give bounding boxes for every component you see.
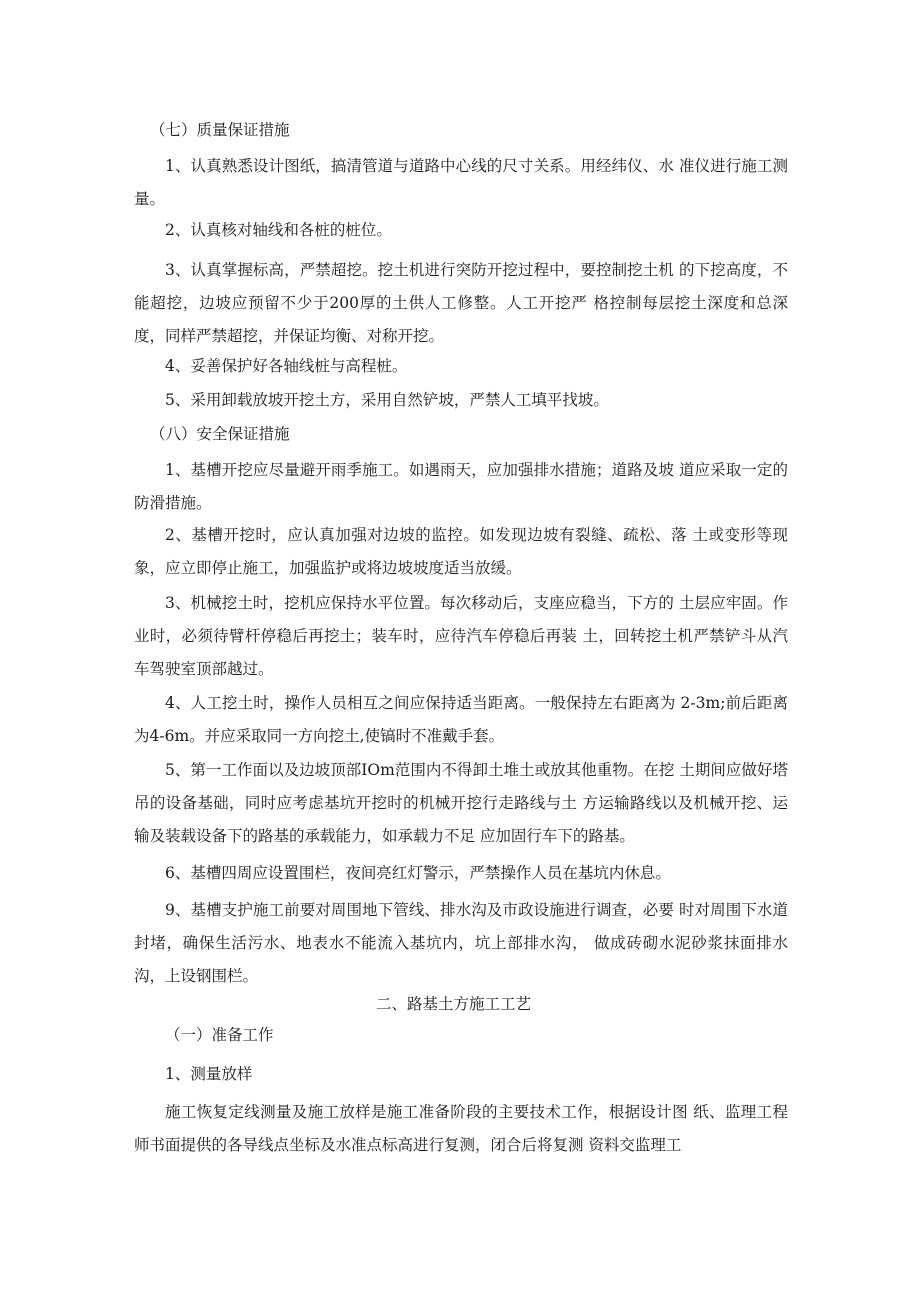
chapter-title: 二、路基土方施工工艺 (376, 995, 532, 1013)
survey-paragraph: 施工恢复定线测量及施工放样是施工准备阶段的主要技术工作，根据设计图 纸、监理工程师书面提供的各导线点坐标及水准点标高进行复测，闭合后将复测 资料交监理工 (134, 1103, 788, 1154)
safety-item-6: 6、基槽四周应设置围栏，夜间亮红灯警示，严禁操作人员在基坑内休息。 (165, 864, 671, 882)
quality-item-3: 3、认真掌握标高，严禁超挖。挖土机进行突防开挖过程中，要控制挖土机 的下挖高度，不能超挖，边坡应预留不少于200厚的土供人工修整。人工开挖严 格控制每层挖土深度和总深度，同样严禁超挖，并保证均衡、对称开挖。 (134, 261, 788, 345)
subsection-heading-preparation: （一）准备工作 (165, 1026, 274, 1044)
section-heading-safety: （八）安全保证措施 (150, 425, 290, 443)
quality-item-2: 2、认真核对轴线和各桩的桩位。 (165, 221, 392, 239)
item-heading-survey: 1、测量放样 (165, 1065, 253, 1083)
safety-item-3: 3、机械挖土时，挖机应保持水平位置。每次移动后，支座应稳当，下方的 土层应牢固。作业时，必须待臂杆停稳后再挖土；装车时，应待汽车停稳后再装 土，回转挖土机严禁铲斗从汽车驾驶室顶部越过。 (134, 594, 788, 678)
safety-item-9: 9、基槽支护施工前要对周围地下管线、排水沟及市政设施进行调查，必要 时对周围下水道封堵，确保生活污水、地表水不能流入基坑内，坑上部排水沟， 做成砖砌水泥砂浆抹面排水沟，上设钢围栏。 (134, 901, 788, 985)
safety-item-1: 1、基槽开挖应尽量避开雨季施工。如遇雨天，应加强排水措施；道路及坡 道应采取一定的防滑措施。 (134, 461, 788, 512)
quality-item-5: 5、采用卸载放坡开挖土方，采用自然铲坡，严禁人工填平找坡。 (165, 391, 609, 409)
section-heading-quality: （七）质量保证措施 (150, 121, 290, 139)
safety-item-4: 4、人工挖土时，操作人员相互之间应保持适当距离。一般保持左右距离为 2-3m;前后距离为4-6m。并应采取同一方向挖土,使镐时不准戴手套。 (134, 694, 788, 745)
quality-item-4: 4、妥善保护好各轴线桩与高程桩。 (165, 357, 408, 375)
safety-item-2: 2、基槽开挖时，应认真加强对边坡的监控。如发现边坡有裂缝、疏松、落 土或变形等现象，应立即停止施工，加强监护或将边坡坡度适当放缓。 (134, 526, 788, 577)
quality-item-1: 1、认真熟悉设计图纸，搞清管道与道路中心线的尺寸关系。用经纬仪、水 准仪进行施工测量。 (134, 157, 788, 208)
safety-item-5: 5、第一工作面以及边坡顶部IOm范围内不得卸土堆土或放其他重物。在挖 土期间应做好塔吊的设备基础，同时应考虑基坑开挖时的机械开挖行走路线与土 方运输路线以及机械开挖、运输及装载设备下的路基的承载能力，如承载力不足 应加固行车下的路基。 (134, 761, 788, 845)
